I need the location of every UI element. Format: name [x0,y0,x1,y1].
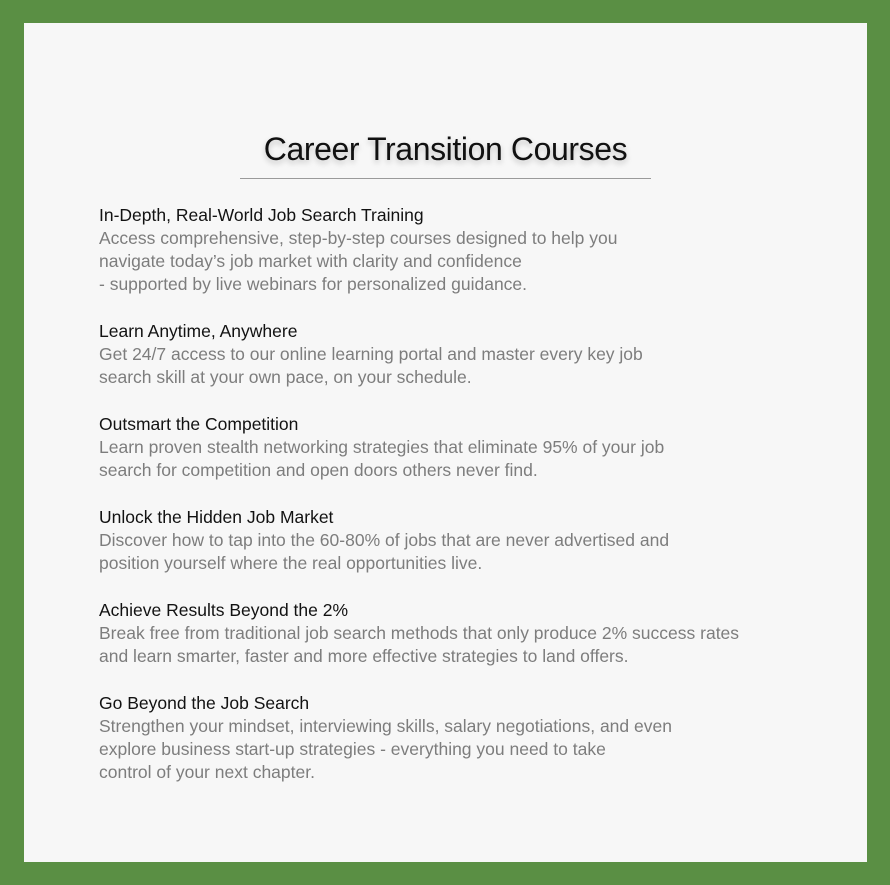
section-heading: Outsmart the Competition [99,414,299,434]
section-heading: In-Depth, Real-World Job Search Training [99,205,424,225]
section-text-line: position yourself where the real opportunities live. [99,553,483,573]
section-heading: Unlock the Hidden Job Market [99,507,334,527]
section-text-line: navigate today’s job market with clarity and confidence [99,251,522,271]
section-heading: Achieve Results Beyond the 2% [99,600,349,620]
section-text-line: Break free from traditional job search methods that only produce 2% success rates [99,623,740,643]
section-text-line: search for competition and open doors others never find. [99,460,538,480]
section-text-line: Get 24/7 access to our online learning portal and master every key job [99,344,643,364]
section-results-beyond [99,599,839,668]
section-text-line: Strengthen your mindset, interviewing skills, salary negotiations, and even [99,716,672,736]
course-sections [99,204,839,808]
section-text-line: Learn proven stealth networking strategies that eliminate 95% of your job [99,437,665,457]
section-outsmart-competition [99,413,839,482]
section-text-line: explore business start-up strategies - everything you need to take [99,739,606,759]
section-heading: Go Beyond the Job Search [99,693,310,713]
section-beyond-job-search [99,692,839,784]
page-title: Career Transition Courses [263,131,628,167]
section-text-line: search skill at your own pace, on your schedule. [99,367,472,387]
section-heading: Learn Anytime, Anywhere [99,321,298,341]
title-divider [240,178,651,179]
section-text-line: - supported by live webinars for personalized guidance. [99,274,528,294]
content-card [24,23,867,862]
section-text-line: and learn smarter, faster and more effective strategies to land offers. [99,646,629,666]
section-learn-anytime [99,320,839,389]
section-text-line: control of your next chapter. [99,762,315,782]
section-job-search-training [99,204,839,296]
section-hidden-job-market [99,506,839,575]
section-text-line: Discover how to tap into the 60-80% of jobs that are never advertised and [99,530,670,550]
section-text-line: Access comprehensive, step-by-step courses designed to help you [99,228,618,248]
